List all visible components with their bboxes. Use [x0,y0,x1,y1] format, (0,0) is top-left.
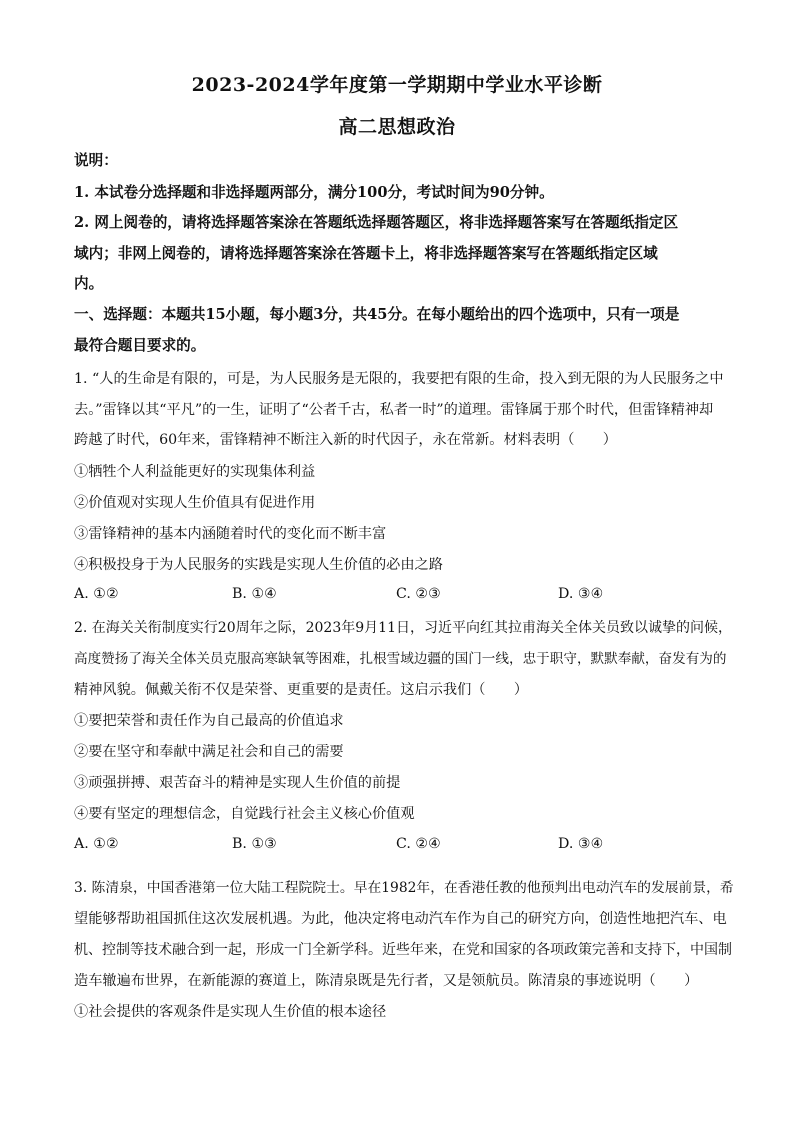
question-2-option-b[interactable]: B. ①③ [232,836,277,852]
question-1-text-line-1: 1. “人的生命是有限的，可是，为人民服务是无限的，我要把有限的生命，投入到无限的为人民服务之中 [74,371,724,387]
section-heading-line-1: 一、选择题：本题共15小题，每小题3分，共45分。在每小题给出的四个选项中，只有一项是 [74,306,680,323]
section-heading-line-2: 最符合题目要求的。 [74,337,206,354]
question-3-text-line-3: 机、控制等技术融合到一起，形成一门全新学科。近些年来，在党和国家的各项政策完善和支持下，中国制 [74,942,732,958]
question-2-statement-1: ①要把荣誉和责任作为自己最高的价值追求 [74,713,344,729]
question-3-text-line-1: 3. 陈清泉，中国香港第一位大陆工程院院士。早在1982年，在香港任教的他预判出电动汽车的发展前景，希 [74,880,734,896]
question-2-option-d[interactable]: D. ③④ [558,836,604,852]
question-1-statement-3: ③雷锋精神的基本内涵随着时代的变化而不断丰富 [74,526,387,542]
question-1-option-c[interactable]: C. ②③ [396,586,441,602]
question-1-options [74,586,734,606]
question-1-option-d[interactable]: D. ③④ [558,586,604,602]
question-1-option-b[interactable]: B. ①④ [232,586,277,602]
question-3-text-line-2: 望能够帮助祖国抓住这次发展机遇。为此，他决定将电动汽车作为自己的研究方向，创造性地把汽车、电 [74,911,727,927]
question-1-option-a[interactable]: A. ①② [74,586,119,602]
instructions-heading: 说明： [74,152,118,169]
question-2-option-c[interactable]: C. ②④ [396,836,441,852]
instruction-item-2-line-1: 2. 网上阅卷的，请将选择题答案涂在答题纸选择题答题区，将非选择题答案写在答题纸指定区 [74,214,679,231]
question-1-statement-2: ②价值观对实现人生价值具有促进作用 [74,495,316,511]
question-2-text-line-3: 精神风貌。佩戴关衔不仅是荣誉、更重要的是责任。这启示我们（ ） [74,682,529,698]
question-2-options [74,836,734,856]
exam-title: 2023-2024学年度第一学期期中学业水平诊断 [191,74,603,96]
instruction-item-2-line-3: 内。 [74,275,104,292]
question-3-text-line-4: 造车辙遍布世界，在新能源的赛道上，陈清泉既是先行者，又是领航员。陈清泉的事迹说明（ ） [74,973,699,989]
question-3-statement-1: ①社会提供的客观条件是实现人生价值的根本途径 [74,1004,387,1020]
question-2-statement-4: ④要有坚定的理想信念，自觉践行社会主义核心价值观 [74,806,415,822]
question-1-statement-4: ④积极投身于为人民服务的实践是实现人生价值的必由之路 [74,557,443,573]
exam-subject: 高二思想政治 [338,116,456,138]
question-2-option-a[interactable]: A. ①② [74,836,119,852]
question-1-text-line-2: 去。”雷锋以其“平凡”的一生，证明了“公者千古，私者一时”的道理。雷锋属于那个时代，但雷锋精神却 [74,402,714,418]
instruction-item-1: 1. 本试卷分选择题和非选择题两部分，满分100分，考试时间为90分钟。 [74,184,554,201]
question-2-statement-2: ②要在坚守和奉献中满足社会和自己的需要 [74,744,344,760]
question-1-statement-1: ①牺牲个人利益能更好的实现集体利益 [74,464,316,480]
instruction-item-2-line-2: 域内；非网上阅卷的，请将选择题答案涂在答题卡上，将非选择题答案写在答题纸指定区域 [74,245,658,262]
question-1-text-line-3: 跨越了时代，60年来，雷锋精神不断注入新的时代因子，永在常新。材料表明（ ） [74,432,617,448]
question-2-text-line-1: 2. 在海关关衔制度实行20周年之际，2023年9月11日，习近平向红其拉甫海关全体关员致以诚挚的问候， [74,620,732,636]
question-2-statement-3: ③顽强拼搏、艰苦奋斗的精神是实现人生价值的前提 [74,775,401,791]
question-2-text-line-2: 高度赞扬了海关全体关员克服高寒缺氧等困难，扎根雪域边疆的国门一线，忠于职守，默默奉献，奋发有为的 [74,651,727,667]
